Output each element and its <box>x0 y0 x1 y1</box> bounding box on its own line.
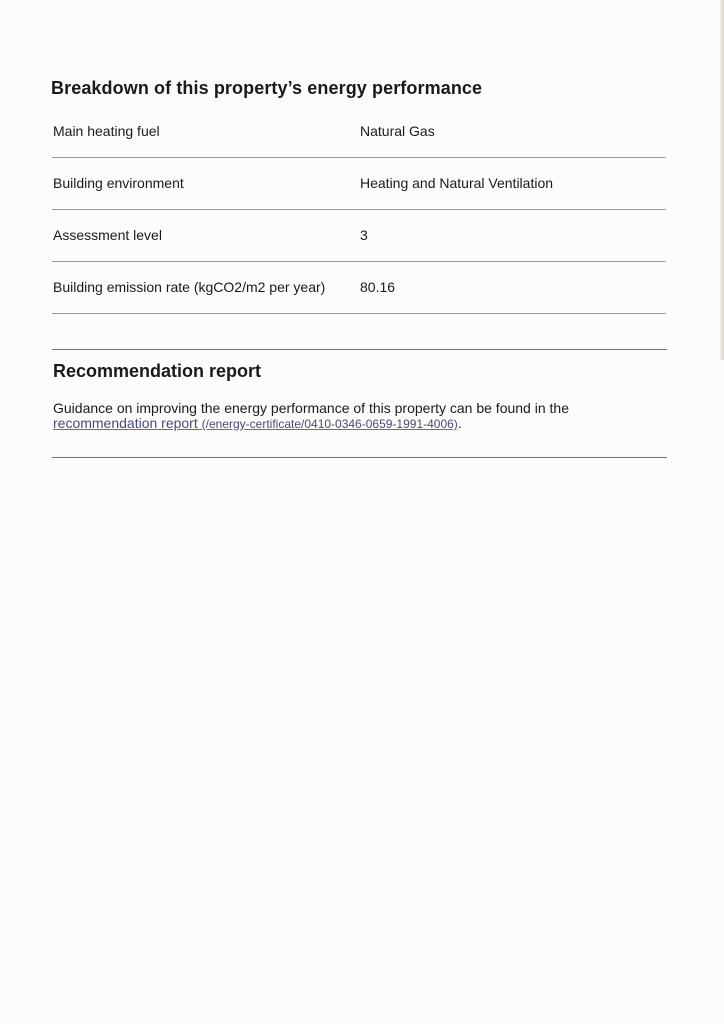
table-row <box>52 158 666 210</box>
row-value-main-heating-fuel: Natural Gas <box>360 123 435 139</box>
guidance-paragraph <box>53 401 653 432</box>
row-value-building-environment: Heating and Natural Ventilation <box>360 175 554 191</box>
guidance-end-punctuation: . <box>457 415 462 431</box>
table-row <box>52 106 666 158</box>
row-value-assessment-level: 3 <box>360 227 368 243</box>
row-label-building-environment: Building environment <box>53 175 184 191</box>
link-text[interactable]: recommendation report <box>53 415 198 431</box>
recommendation-report-link[interactable] <box>53 415 458 431</box>
section-divider-bottom <box>52 457 667 458</box>
scan-edge-shadow <box>720 0 724 360</box>
section-divider <box>52 349 667 350</box>
table-row <box>52 210 666 262</box>
row-label-main-heating-fuel: Main heating fuel <box>53 123 160 139</box>
table-row <box>52 262 666 314</box>
row-label-assessment-level: Assessment level <box>53 227 162 243</box>
row-label-building-emission-rate: Building emission rate (kgCO2/m2 per year) <box>53 279 326 295</box>
recommendation-heading: Recommendation report <box>53 361 262 381</box>
guidance-text: Guidance on improving the energy performance of this property can be found in the <box>53 400 569 416</box>
row-value-building-emission-rate: 80.16 <box>360 279 396 295</box>
energy-performance-table <box>52 106 666 314</box>
link-url[interactable]: (/energy-certificate/0410-0346-0659-1991-4006) <box>201 417 458 431</box>
breakdown-heading: Breakdown of this property’s energy performance <box>51 78 483 98</box>
